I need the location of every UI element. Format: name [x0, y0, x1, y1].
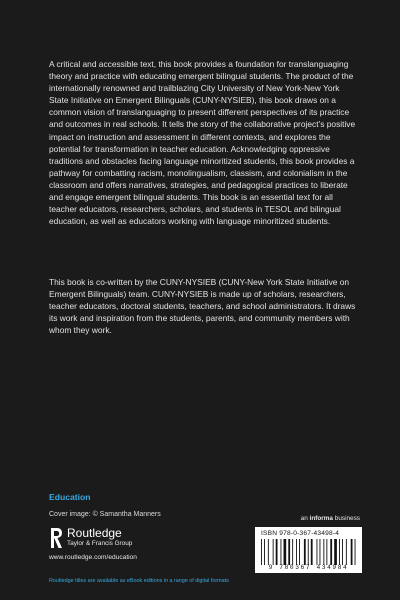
- subject-category: Education: [49, 492, 91, 502]
- isbn-barcode: [255, 527, 362, 573]
- isbn-label: ISBN 978-0-367-43498-4: [261, 530, 340, 537]
- description-paragraph-1: A critical and accessible text, this book provides a foundation for translanguaging theory and practice with educating emergent bilingual students. The product of the internationally renowned and trailblazing City University of New York-New York State Initiative on Emergent Bilinguals (CUNY-NYSIEB), this book draws on a common vision of translanguaging to present different perspectives of its practice and outcomes in real schools. It tells the story of the collaborative project’s positive impact on instruction and assessment in different contexts, and explores the potential for transformation in teacher education. Acknowledging oppressive traditions and obstacles facing language minoritized students, this book provides a pathway for combatting racism, monolingualism, classism, and colonialism in the classroom and offers narratives, strategies, and pedagogical practices to liberate and engage emergent bilingual students. This book is an essential text for all teacher educators, researchers, scholars, and students in TESOL and bilingual education, as well as educators working with language minoritized students.: [49, 59, 356, 227]
- routledge-r-icon: [49, 527, 63, 549]
- informa-suffix: business: [334, 515, 360, 522]
- informa-business-tag: [301, 515, 360, 522]
- publisher-wordmark: [67, 527, 132, 548]
- informa-prefix: an: [300, 515, 308, 522]
- cover-image-credit: Cover image: © Samantha Manners: [49, 511, 161, 518]
- publisher-url[interactable]: www.routledge.com/education: [49, 554, 137, 561]
- description-paragraph-2: This book is co-written by the CUNY-NYSIEB (CUNY-New York State Initiative on Emergent Bilinguals) team. CUNY-NYSIEB is made up of scholars, researchers, teacher educators, doctoral students, teachers, and school administrators. It draws its work and inspiration from the students, parents, and community members with whom they work.: [49, 277, 356, 336]
- ebook-availability-note: Routledge titles are available as eBook editions in a range of digital formats: [49, 578, 229, 584]
- routledge-logo: [49, 527, 132, 549]
- informa-brand: informa: [309, 515, 333, 522]
- barcode-number: 9 780367 434984: [268, 564, 349, 571]
- publisher-name: Routledge: [67, 526, 122, 540]
- publisher-group: Taylor & Francis Group: [67, 540, 133, 547]
- barcode-bars: [261, 539, 356, 565]
